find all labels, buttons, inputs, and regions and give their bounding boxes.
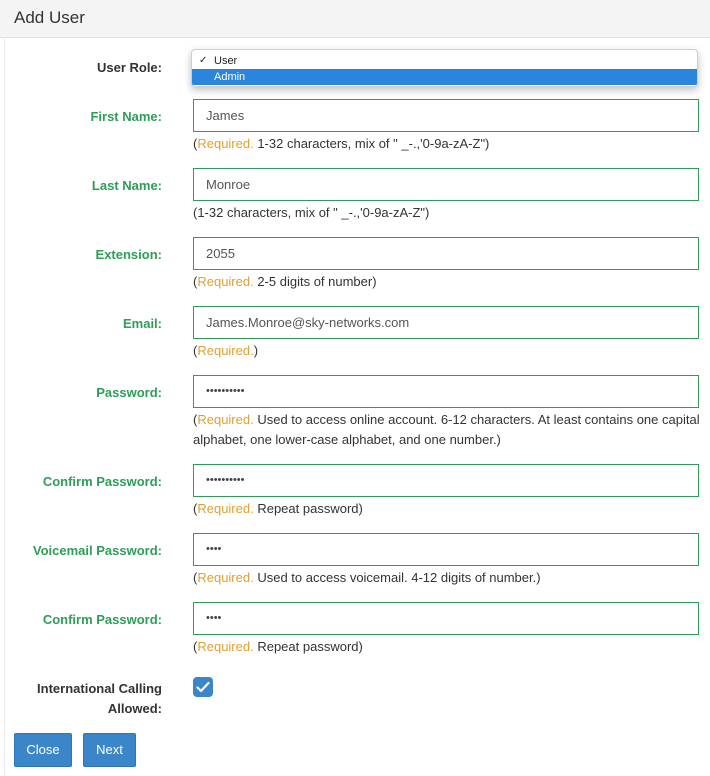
checkmark-icon: ✓ — [199, 55, 208, 66]
help-text: Used to access voicemail. 4-12 digits of number.) — [253, 570, 541, 585]
user-role-dropdown[interactable] — [191, 49, 698, 87]
international-calling-label-line2: Allowed: — [107, 701, 162, 716]
email-label: Email: — [122, 316, 162, 331]
last-name-label: Last Name: — [91, 178, 162, 193]
help-text: Repeat password) — [253, 501, 363, 516]
extension-input[interactable]: 2055 — [193, 237, 699, 270]
voicemail-password-help: (Required. Used to access voicemail. 4-12 digits of number.) — [193, 570, 541, 585]
user-role-option-label: User — [214, 55, 238, 67]
voicemail-password-label: Voicemail Password: — [32, 543, 162, 558]
confirm-voicemail-password-help: (Required. Repeat password) — [193, 639, 363, 654]
password-input[interactable]: •••••••••• — [193, 375, 699, 408]
modal-header — [0, 0, 710, 38]
email-help: (Required.) — [193, 343, 259, 358]
confirm-password-input[interactable]: •••••••••• — [193, 464, 699, 497]
extension-help: (Required. 2-5 digits of number) — [193, 274, 377, 289]
last-name-help: (1-32 characters, mix of " _-.,'0-9a-zA-Z") — [193, 205, 430, 220]
user-role-option-admin[interactable] — [192, 69, 697, 85]
user-role-label: User Role: — [96, 60, 162, 75]
international-calling-label — [0, 679, 162, 719]
help-text: 2-5 digits of number) — [253, 274, 377, 289]
close-button[interactable]: Close — [14, 733, 72, 767]
required-tag: Required. — [197, 274, 254, 289]
first-name-label: First Name: — [90, 109, 162, 124]
first-name-input[interactable]: James — [193, 99, 699, 132]
extension-label: Extension: — [95, 247, 162, 262]
confirm-password-label: Confirm Password: — [42, 474, 162, 489]
last-name-input[interactable]: Monroe — [193, 168, 699, 201]
international-calling-checkbox[interactable] — [193, 677, 213, 697]
modal-border — [4, 38, 5, 776]
confirm-voicemail-password-input[interactable]: •••• — [193, 602, 699, 635]
help-text: 1-32 characters, mix of " _-.,'0-9a-zA-Z") — [253, 136, 490, 151]
confirm-password-help: (Required. Repeat password) — [193, 501, 363, 516]
required-tag: Required. — [197, 343, 254, 358]
email-input[interactable]: James.Monroe@sky-networks.com — [193, 306, 699, 339]
help-text: Repeat password) — [253, 639, 363, 654]
user-role-option-user[interactable] — [192, 53, 697, 69]
check-icon — [196, 681, 210, 693]
required-tag: Required. — [197, 639, 254, 654]
required-tag: Required. — [197, 136, 254, 151]
required-tag: Required. — [197, 501, 254, 516]
user-role-option-label: Admin — [214, 71, 246, 83]
help-text: ) — [253, 343, 259, 358]
required-tag: Required. — [197, 570, 254, 585]
required-tag: Required. — [197, 412, 254, 427]
password-label: Password: — [96, 385, 162, 400]
first-name-help: (Required. 1-32 characters, mix of " _-.,'0-9a-zA-Z") — [193, 136, 490, 151]
international-calling-label-line1: International Calling — [37, 681, 162, 696]
voicemail-password-input[interactable]: •••• — [193, 533, 699, 566]
next-button[interactable]: Next — [83, 733, 136, 767]
confirm-voicemail-password-label: Confirm Password: — [42, 612, 162, 627]
password-help: (Required. Used to access online account. 6-12 characters. At least contains one capital alphabet, one lower-case alphabet, and one number.) — [193, 412, 700, 447]
modal-title: Add User — [14, 8, 85, 27]
help-text: Used to access online account. 6-12 characters. At least contains one capital alphabet, one lower-case alphabet, and one number.) — [193, 412, 700, 447]
